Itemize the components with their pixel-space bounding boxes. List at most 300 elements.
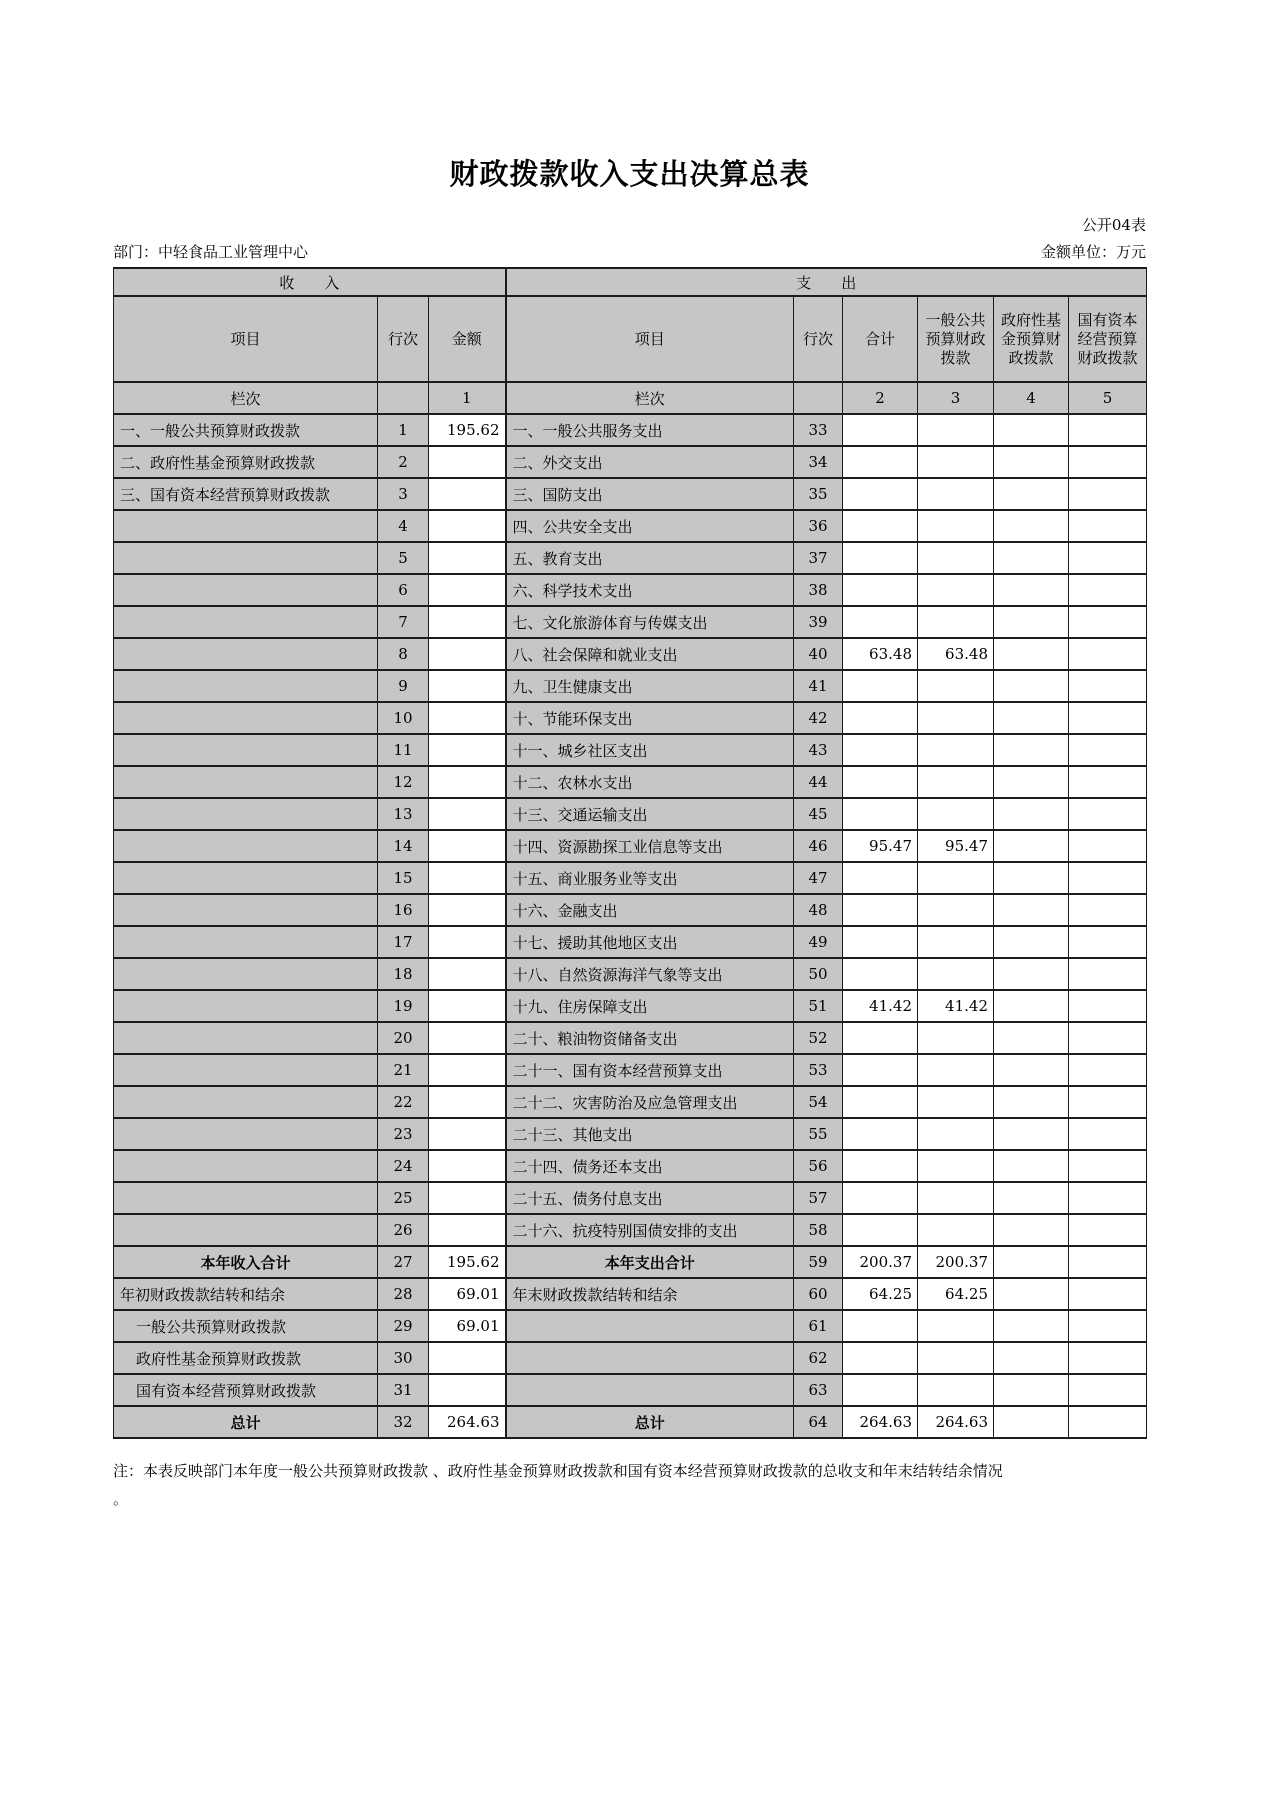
expense-line-header: 行次 <box>794 296 843 382</box>
document-sheet <box>113 0 1146 1513</box>
income-line-cell: 29 <box>378 1310 429 1342</box>
income-line-cell: 3 <box>378 478 429 510</box>
table-row <box>114 1086 1147 1118</box>
table-row <box>114 638 1147 670</box>
expense-item-cell: 本年支出合计 <box>506 1246 794 1278</box>
income-line-cell: 30 <box>378 1342 429 1374</box>
expense-general-public-cell <box>918 606 994 638</box>
expense-item-cell: 十六、金融支出 <box>506 894 794 926</box>
expense-item-cell: 十三、交通运输支出 <box>506 798 794 830</box>
expense-line-cell: 60 <box>794 1278 843 1310</box>
expense-state-capital-cell <box>1069 830 1147 862</box>
expense-state-capital-cell <box>1069 1086 1147 1118</box>
page-title: 财政拨款收入支出决算总表 <box>449 157 810 191</box>
expense-line-cell: 41 <box>794 670 843 702</box>
income-amount-cell <box>429 478 506 510</box>
expense-state-capital-cell <box>1069 1150 1147 1182</box>
expense-general-public-cell <box>918 446 994 478</box>
expense-state-capital-cell <box>1069 1374 1147 1406</box>
expense-general-public-cell <box>918 1086 994 1118</box>
expense-total-cell: 63.48 <box>843 638 918 670</box>
income-line-cell: 21 <box>378 1054 429 1086</box>
income-line-header: 行次 <box>378 296 429 382</box>
expense-gov-fund-cell <box>994 1342 1069 1374</box>
expense-general-public-cell <box>918 1374 994 1406</box>
section-header-row <box>114 268 1147 296</box>
income-amount-cell <box>429 1342 506 1374</box>
income-amount-colno: 1 <box>429 382 506 414</box>
income-item-cell <box>114 1150 378 1182</box>
expense-state-capital-cell <box>1069 1310 1147 1342</box>
expense-total-cell <box>843 1150 918 1182</box>
expense-item-cell: 十八、自然资源海洋气象等支出 <box>506 958 794 990</box>
expense-total-cell <box>843 1214 918 1246</box>
expense-general-public-cell <box>918 574 994 606</box>
income-lanci-label: 栏次 <box>114 382 378 414</box>
expense-total-cell <box>843 766 918 798</box>
expense-total-cell <box>843 862 918 894</box>
income-amount-cell <box>429 926 506 958</box>
income-item-cell <box>114 574 378 606</box>
income-item-cell <box>114 670 378 702</box>
income-amount-cell <box>429 830 506 862</box>
expense-gov-fund-cell <box>994 1246 1069 1278</box>
income-amount-cell <box>429 1086 506 1118</box>
table-row <box>114 1118 1147 1150</box>
expense-gov-fund-cell <box>994 1118 1069 1150</box>
expense-gov-fund-cell <box>994 1214 1069 1246</box>
table-row <box>114 414 1147 446</box>
expense-total-cell <box>843 798 918 830</box>
expense-general-public-cell <box>918 734 994 766</box>
expense-line-cell: 36 <box>794 510 843 542</box>
income-line-cell: 12 <box>378 766 429 798</box>
expense-line-cell: 51 <box>794 990 843 1022</box>
expense-gov-fund-cell <box>994 574 1069 606</box>
expense-state-capital-cell <box>1069 574 1147 606</box>
expense-item-cell: 二十五、债务付息支出 <box>506 1182 794 1214</box>
meta-line <box>113 243 1146 261</box>
expense-gov-fund-cell <box>994 1022 1069 1054</box>
expense-gov-fund-cell <box>994 958 1069 990</box>
income-item-cell <box>114 1118 378 1150</box>
expense-state-capital-cell <box>1069 926 1147 958</box>
expense-total-cell: 41.42 <box>843 990 918 1022</box>
expense-gov-fund-cell <box>994 1054 1069 1086</box>
expense-gov-fund-cell <box>994 1278 1069 1310</box>
expense-total-cell <box>843 1182 918 1214</box>
table-row <box>114 542 1147 574</box>
expense-gov-fund-cell <box>994 1406 1069 1438</box>
expense-gov-fund-cell <box>994 1310 1069 1342</box>
expense-line-cell: 63 <box>794 1374 843 1406</box>
income-amount-cell <box>429 990 506 1022</box>
expense-total-cell: 200.37 <box>843 1246 918 1278</box>
income-item-cell <box>114 958 378 990</box>
income-item-cell <box>114 830 378 862</box>
expense-general-public-cell <box>918 510 994 542</box>
table-row <box>114 1214 1147 1246</box>
expense-item-cell <box>506 1342 794 1374</box>
income-line-cell: 18 <box>378 958 429 990</box>
expense-state-capital-cell <box>1069 1246 1147 1278</box>
income-item-cell <box>114 702 378 734</box>
expense-item-cell: 十二、农林水支出 <box>506 766 794 798</box>
expense-state-capital-cell <box>1069 766 1147 798</box>
income-item-cell <box>114 1214 378 1246</box>
income-line-cell: 24 <box>378 1150 429 1182</box>
department-label: 部门：中轻食品工业管理中心 <box>113 243 309 261</box>
table-row <box>114 830 1147 862</box>
expense-item-cell: 八、社会保障和就业支出 <box>506 638 794 670</box>
income-item-cell <box>114 990 378 1022</box>
expense-gov-fund-cell <box>994 638 1069 670</box>
expense-total-cell <box>843 894 918 926</box>
table-row <box>114 670 1147 702</box>
column-header-row <box>114 296 1147 382</box>
expense-general-public-cell <box>918 926 994 958</box>
expense-gov-fund-cell <box>994 1150 1069 1182</box>
expense-item-cell: 七、文化旅游体育与传媒支出 <box>506 606 794 638</box>
income-line-cell: 20 <box>378 1022 429 1054</box>
expense-state-capital-cell <box>1069 446 1147 478</box>
expense-line-cell: 48 <box>794 894 843 926</box>
expense-line-cell: 52 <box>794 1022 843 1054</box>
expense-general-public-cell <box>918 542 994 574</box>
income-line-cell: 22 <box>378 1086 429 1118</box>
income-amount-cell <box>429 510 506 542</box>
expense-general-public-cell <box>918 1182 994 1214</box>
expense-line-cell: 57 <box>794 1182 843 1214</box>
expense-item-cell <box>506 1374 794 1406</box>
expense-state-capital-cell <box>1069 990 1147 1022</box>
expense-line-cell: 46 <box>794 830 843 862</box>
expense-general-public-cell <box>918 958 994 990</box>
expense-state-capital-cell <box>1069 1118 1147 1150</box>
income-line-cell: 10 <box>378 702 429 734</box>
income-line-cell: 4 <box>378 510 429 542</box>
expense-total-cell <box>843 446 918 478</box>
expense-total-cell <box>843 478 918 510</box>
expense-state-capital-cell <box>1069 958 1147 990</box>
income-amount-cell <box>429 638 506 670</box>
income-item-cell: 政府性基金预算财政拨款 <box>114 1342 378 1374</box>
income-amount-cell <box>429 702 506 734</box>
expense-total-cell <box>843 1022 918 1054</box>
income-amount-cell: 264.63 <box>429 1406 506 1438</box>
expense-gov-fund-cell <box>994 670 1069 702</box>
expense-line-cell: 50 <box>794 958 843 990</box>
expense-state-capital-cell <box>1069 734 1147 766</box>
expense-total-cell: 95.47 <box>843 830 918 862</box>
expense-gov-fund-cell <box>994 862 1069 894</box>
expense-item-cell: 四、公共安全支出 <box>506 510 794 542</box>
expense-item-cell: 十五、商业服务业等支出 <box>506 862 794 894</box>
expense-item-cell: 十九、住房保障支出 <box>506 990 794 1022</box>
expense-state-capital-cell <box>1069 1022 1147 1054</box>
income-amount-cell <box>429 1182 506 1214</box>
income-item-cell: 本年收入合计 <box>114 1246 378 1278</box>
expense-item-cell: 一、一般公共服务支出 <box>506 414 794 446</box>
expense-state-capital-cell <box>1069 606 1147 638</box>
expense-general-public-cell <box>918 798 994 830</box>
expense-general-public-cell <box>918 1150 994 1182</box>
expense-gov-fund-cell <box>994 734 1069 766</box>
general-public-budget-header: 一般公共预算财政拨款 <box>918 296 994 382</box>
expense-line-cell: 64 <box>794 1406 843 1438</box>
table-row <box>114 1150 1147 1182</box>
expense-gov-fund-cell <box>994 542 1069 574</box>
table-row <box>114 1246 1147 1278</box>
expense-item-cell: 十、节能环保支出 <box>506 702 794 734</box>
income-amount-cell <box>429 734 506 766</box>
income-item-cell <box>114 798 378 830</box>
unit-label: 金额单位：万元 <box>1040 243 1146 261</box>
expense-total-cell <box>843 958 918 990</box>
expense-total-cell <box>843 734 918 766</box>
income-item-cell: 三、国有资本经营预算财政拨款 <box>114 478 378 510</box>
expense-total-cell <box>843 926 918 958</box>
income-line-cell: 14 <box>378 830 429 862</box>
expense-general-public-cell <box>918 766 994 798</box>
expense-state-capital-cell <box>1069 862 1147 894</box>
expense-item-cell: 五、教育支出 <box>506 542 794 574</box>
expense-state-capital-cell <box>1069 414 1147 446</box>
expense-gov-fund-cell <box>994 1182 1069 1214</box>
income-amount-cell <box>429 894 506 926</box>
expense-item-cell: 二十二、灾害防治及应急管理支出 <box>506 1086 794 1118</box>
expense-lanci-blank <box>794 382 843 414</box>
expense-total-colno: 2 <box>843 382 918 414</box>
footnote-line-1: 注：本表反映部门本年度一般公共预算财政拨款 、政府性基金预算财政拨款和国有资本经营预算财政拨款的总收支和年末结转结余情况 <box>113 1462 1003 1480</box>
expense-total-cell <box>843 1086 918 1118</box>
expense-total-cell <box>843 510 918 542</box>
table-row <box>114 606 1147 638</box>
income-item-cell <box>114 1054 378 1086</box>
expense-total-header: 合计 <box>843 296 918 382</box>
income-line-cell: 7 <box>378 606 429 638</box>
income-item-cell <box>114 638 378 670</box>
expense-line-cell: 42 <box>794 702 843 734</box>
expense-line-cell: 34 <box>794 446 843 478</box>
expense-line-cell: 44 <box>794 766 843 798</box>
expense-general-public-cell <box>918 1054 994 1086</box>
table-row <box>114 1022 1147 1054</box>
expense-general-public-cell <box>918 1214 994 1246</box>
income-item-cell <box>114 862 378 894</box>
table-row <box>114 734 1147 766</box>
expense-line-cell: 33 <box>794 414 843 446</box>
income-amount-cell <box>429 862 506 894</box>
expense-line-cell: 37 <box>794 542 843 574</box>
table-row <box>114 1406 1147 1438</box>
expense-general-public-cell <box>918 1342 994 1374</box>
expense-item-cell: 二十一、国有资本经营预算支出 <box>506 1054 794 1086</box>
expense-total-cell <box>843 670 918 702</box>
expense-line-cell: 47 <box>794 862 843 894</box>
expense-gov-fund-cell <box>994 702 1069 734</box>
table-row <box>114 702 1147 734</box>
income-line-cell: 16 <box>378 894 429 926</box>
expense-gov-fund-cell <box>994 830 1069 862</box>
state-capital-colno: 5 <box>1069 382 1147 414</box>
expense-total-cell <box>843 1342 918 1374</box>
expense-general-public-cell <box>918 414 994 446</box>
expense-item-cell: 十七、援助其他地区支出 <box>506 926 794 958</box>
income-item-cell <box>114 1182 378 1214</box>
expense-state-capital-cell <box>1069 478 1147 510</box>
expense-general-public-cell <box>918 702 994 734</box>
income-amount-cell <box>429 1118 506 1150</box>
expense-gov-fund-cell <box>994 990 1069 1022</box>
income-line-cell: 2 <box>378 446 429 478</box>
expense-line-cell: 38 <box>794 574 843 606</box>
expense-line-cell: 58 <box>794 1214 843 1246</box>
expense-gov-fund-cell <box>994 926 1069 958</box>
general-public-colno: 3 <box>918 382 994 414</box>
expense-line-cell: 45 <box>794 798 843 830</box>
table-row <box>114 446 1147 478</box>
expense-gov-fund-cell <box>994 766 1069 798</box>
income-amount-cell: 69.01 <box>429 1310 506 1342</box>
expense-item-cell: 六、科学技术支出 <box>506 574 794 606</box>
income-line-cell: 6 <box>378 574 429 606</box>
table-row <box>114 1278 1147 1310</box>
expense-total-cell <box>843 1310 918 1342</box>
income-item-cell <box>114 734 378 766</box>
expense-state-capital-cell <box>1069 1214 1147 1246</box>
income-item-cell <box>114 1086 378 1118</box>
expense-total-cell <box>843 702 918 734</box>
column-number-row <box>114 382 1147 414</box>
income-line-cell: 17 <box>378 926 429 958</box>
expense-item-cell: 年末财政拨款结转和结余 <box>506 1278 794 1310</box>
table-row <box>114 1342 1147 1374</box>
expense-line-cell: 39 <box>794 606 843 638</box>
expense-gov-fund-cell <box>994 446 1069 478</box>
expense-line-cell: 56 <box>794 1150 843 1182</box>
expense-state-capital-cell <box>1069 798 1147 830</box>
expense-state-capital-cell <box>1069 702 1147 734</box>
expense-general-public-cell <box>918 894 994 926</box>
income-line-cell: 25 <box>378 1182 429 1214</box>
income-amount-cell: 69.01 <box>429 1278 506 1310</box>
gov-fund-budget-header: 政府性基金预算财政拨款 <box>994 296 1069 382</box>
fiscal-appropriation-table <box>113 267 1147 1439</box>
expense-general-public-cell <box>918 478 994 510</box>
table-row <box>114 1054 1147 1086</box>
expense-total-cell <box>843 574 918 606</box>
income-amount-cell <box>429 766 506 798</box>
table-row <box>114 574 1147 606</box>
income-item-cell <box>114 542 378 574</box>
expense-item-cell <box>506 1310 794 1342</box>
income-item-cell <box>114 1022 378 1054</box>
footnote <box>113 1457 1146 1513</box>
expense-general-public-cell <box>918 1310 994 1342</box>
income-item-cell <box>114 894 378 926</box>
expense-line-cell: 53 <box>794 1054 843 1086</box>
expense-item-cell: 十一、城乡社区支出 <box>506 734 794 766</box>
expense-item-cell: 三、国防支出 <box>506 478 794 510</box>
expense-gov-fund-cell <box>994 478 1069 510</box>
table-row <box>114 958 1147 990</box>
expense-item-cell: 二十四、债务还本支出 <box>506 1150 794 1182</box>
expense-line-cell: 40 <box>794 638 843 670</box>
expense-total-cell: 264.63 <box>843 1406 918 1438</box>
expense-general-public-cell: 41.42 <box>918 990 994 1022</box>
expense-state-capital-cell <box>1069 1278 1147 1310</box>
table-row <box>114 894 1147 926</box>
income-line-cell: 32 <box>378 1406 429 1438</box>
table-row <box>114 798 1147 830</box>
expense-state-capital-cell <box>1069 670 1147 702</box>
table-row <box>114 862 1147 894</box>
expense-item-header: 项目 <box>506 296 794 382</box>
expense-gov-fund-cell <box>994 798 1069 830</box>
expense-general-public-cell: 200.37 <box>918 1246 994 1278</box>
income-line-cell: 11 <box>378 734 429 766</box>
expense-gov-fund-cell <box>994 414 1069 446</box>
income-amount-cell <box>429 1022 506 1054</box>
expense-line-cell: 59 <box>794 1246 843 1278</box>
expense-state-capital-cell <box>1069 542 1147 574</box>
income-item-header: 项目 <box>114 296 378 382</box>
income-amount-cell: 195.62 <box>429 414 506 446</box>
income-amount-cell <box>429 958 506 990</box>
table-row <box>114 510 1147 542</box>
expense-state-capital-cell <box>1069 638 1147 670</box>
expense-section-header: 支 出 <box>506 268 1147 296</box>
income-item-cell: 总计 <box>114 1406 378 1438</box>
expense-gov-fund-cell <box>994 1374 1069 1406</box>
income-item-cell: 年初财政拨款结转和结余 <box>114 1278 378 1310</box>
income-line-cell: 26 <box>378 1214 429 1246</box>
table-body <box>114 414 1147 1438</box>
income-line-cell: 27 <box>378 1246 429 1278</box>
income-amount-cell <box>429 798 506 830</box>
table-row <box>114 1310 1147 1342</box>
income-amount-cell <box>429 1054 506 1086</box>
income-amount-cell <box>429 574 506 606</box>
income-item-cell <box>114 606 378 638</box>
expense-general-public-cell <box>918 862 994 894</box>
expense-gov-fund-cell <box>994 894 1069 926</box>
expense-item-cell: 九、卫生健康支出 <box>506 670 794 702</box>
income-amount-cell <box>429 1374 506 1406</box>
expense-item-cell: 二十六、抗疫特别国债安排的支出 <box>506 1214 794 1246</box>
expense-general-public-cell: 264.63 <box>918 1406 994 1438</box>
income-amount-header: 金额 <box>429 296 506 382</box>
table-row <box>114 926 1147 958</box>
footnote-line-2: 。 <box>113 1490 129 1508</box>
expense-item-cell: 十四、资源勘探工业信息等支出 <box>506 830 794 862</box>
table-row <box>114 766 1147 798</box>
income-item-cell: 国有资本经营预算财政拨款 <box>114 1374 378 1406</box>
expense-general-public-cell: 63.48 <box>918 638 994 670</box>
expense-line-cell: 62 <box>794 1342 843 1374</box>
table-row <box>114 990 1147 1022</box>
gov-fund-colno: 4 <box>994 382 1069 414</box>
income-line-cell: 28 <box>378 1278 429 1310</box>
expense-line-cell: 55 <box>794 1118 843 1150</box>
expense-state-capital-cell <box>1069 894 1147 926</box>
income-item-cell: 一、一般公共预算财政拨款 <box>114 414 378 446</box>
expense-state-capital-cell <box>1069 1054 1147 1086</box>
income-item-cell <box>114 510 378 542</box>
income-line-cell: 19 <box>378 990 429 1022</box>
income-amount-cell <box>429 1150 506 1182</box>
